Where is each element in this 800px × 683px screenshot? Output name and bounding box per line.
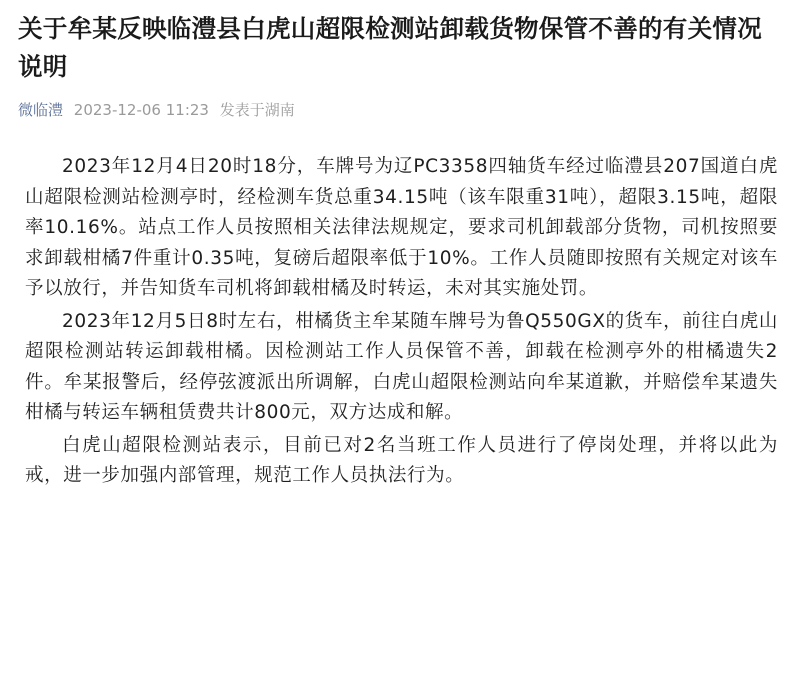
body-paragraph: 白虎山超限检测站表示，目前已对2名当班工作人员进行了停岗处理，并将以此为戒，进一步加强内部管理，规范工作人员执法行为。 [25,434,778,486]
publish-location: 发表于湖南 [219,101,295,119]
publish-time: 2023-12-06 11:23 [73,101,209,119]
body-paragraph: 2023年12月4日20时18分，车牌号为辽PC3358四轴货车经过临澧县207国道白虎山超限检测站检测亭时，经检测车货总重34.15吨（该车限重31吨），超限3.15吨，超限率10.16%。站点工作人员按照相关法律法规规定，要求司机卸载部分货物，司机按照要求卸载柑橘7件重计0.35吨，复磅后超限率低于10%。工作人员随即按照有关规定对该车予以放行，并告知货车司机将卸载柑橘及时转运，未对其实施处罚。 [25,156,778,299]
article-body [18,152,778,492]
article-meta [18,100,778,120]
account-name-link[interactable]: 微临澧 [18,101,64,119]
body-paragraph: 2023年12月5日8时左右，柑橘货主牟某随车牌号为鲁Q550GX的货车，前往白虎山超限检测站转运卸载柑橘。因检测站工作人员保管不善，卸载在检测亭外的柑橘遗失2件。牟某报警后，经停弦渡派出所调解，白虎山超限检测站向牟某道歉，并赔偿牟某遗失柑橘与转运车辆租赁费共计800元，双方达成和解。 [25,310,778,423]
article-title: 关于牟某反映临澧县白虎山超限检测站卸载货物保管不善的有关情况说明 [18,14,762,81]
